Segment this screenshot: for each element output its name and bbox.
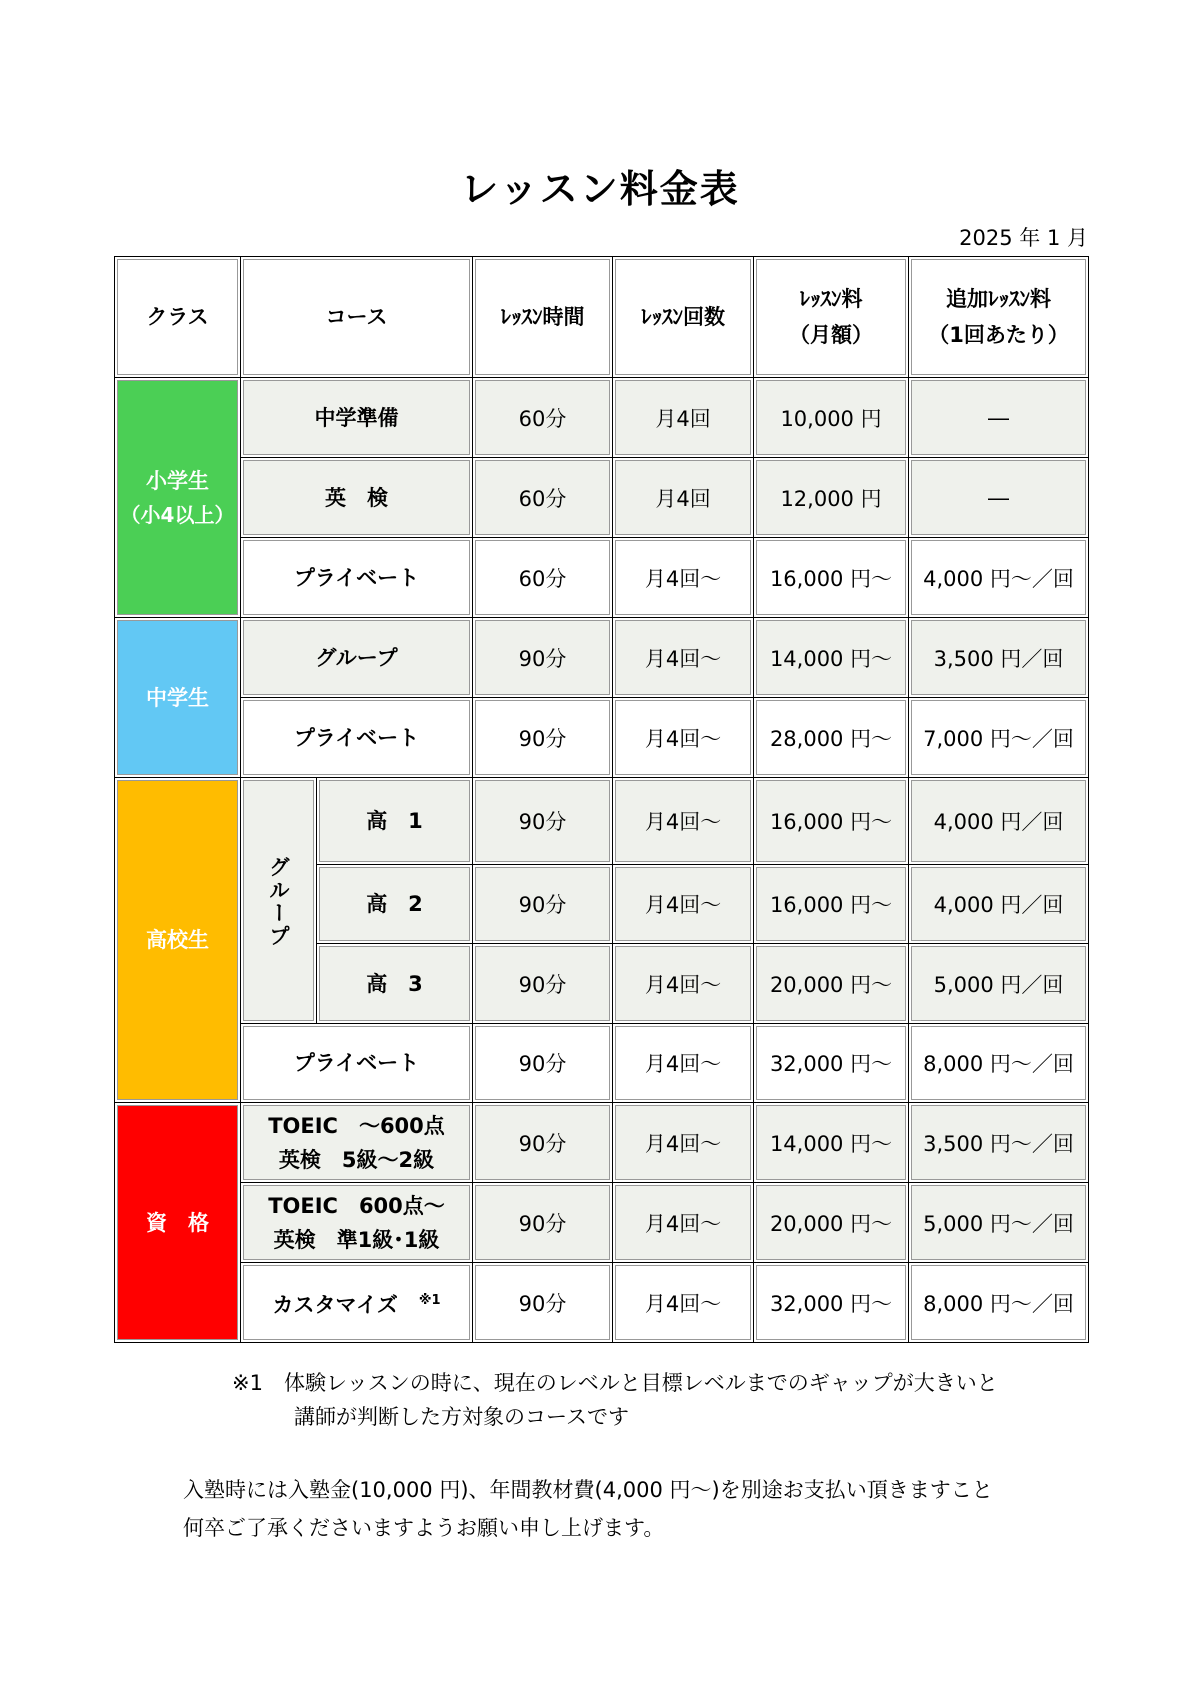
count-cell: 月4回～ — [613, 1103, 754, 1183]
extra-cell: 4,000 円～／回 — [909, 538, 1089, 618]
high-group-label: グループ — [241, 778, 317, 1024]
extra-cell: 3,500 円／回 — [909, 618, 1089, 698]
table-row — [115, 378, 1089, 458]
class-qualification: 資 格 — [115, 1103, 241, 1343]
count-cell: 月4回 — [613, 458, 754, 538]
course-cell: 中学準備 — [241, 378, 473, 458]
header-time: ﾚｯｽﾝ時間 — [473, 257, 613, 378]
table-row — [115, 1183, 1089, 1263]
course-cell: 英 検 — [241, 458, 473, 538]
time-cell: 60分 — [473, 378, 613, 458]
footnote: ※1 体験レッスンの時に、現在のレベルと目標レベルまでのギャップが大きいと 講師が判断した方対象のコースです — [232, 1371, 998, 1429]
course-cell: 高 2 — [317, 865, 473, 944]
fee-cell: 10,000 円 — [754, 378, 909, 458]
fee-cell: 16,000 円～ — [754, 538, 909, 618]
issue-date: 2025 年 1 月 — [959, 226, 1088, 250]
table-row — [115, 698, 1089, 778]
fee-cell: 32,000 円～ — [754, 1263, 909, 1343]
fee-cell: 14,000 円～ — [754, 1103, 909, 1183]
table-row — [115, 778, 1089, 865]
count-cell: 月4回 — [613, 378, 754, 458]
count-cell: 月4回～ — [613, 1024, 754, 1103]
count-cell: 月4回～ — [613, 538, 754, 618]
count-cell: 月4回～ — [613, 944, 754, 1024]
table-row — [115, 458, 1089, 538]
count-cell: 月4回～ — [613, 618, 754, 698]
closing-note: 入塾時には入塾金(10,000 円)、年間教材費(4,000 円～)を別途お支払い頂きますこと 何卒ご了承くださいますようお願い申し上げます。 — [183, 1478, 993, 1540]
table-row — [115, 1263, 1089, 1343]
extra-cell: ― — [909, 458, 1089, 538]
fee-cell: 20,000 円～ — [754, 944, 909, 1024]
time-cell: 90分 — [473, 865, 613, 944]
table-row — [115, 618, 1089, 698]
time-cell: 90分 — [473, 1024, 613, 1103]
time-cell: 90分 — [473, 778, 613, 865]
course-cell: グループ — [241, 618, 473, 698]
fee-cell: 12,000 円 — [754, 458, 909, 538]
time-cell: 90分 — [473, 1183, 613, 1263]
header-count: ﾚｯｽﾝ回数 — [613, 257, 754, 378]
header-course: コース — [241, 257, 473, 378]
course-cell: プライベート — [241, 538, 473, 618]
extra-cell: 5,000 円／回 — [909, 944, 1089, 1024]
course-cell: カスタマイズ $^{※1}$ — [241, 1263, 473, 1343]
extra-cell: 5,000 円～／回 — [909, 1183, 1089, 1263]
course-cell: 高 3 — [317, 944, 473, 1024]
time-cell: 60分 — [473, 538, 613, 618]
table-row — [115, 1024, 1089, 1103]
extra-cell: ― — [909, 378, 1089, 458]
page-title: レッスン料金表 — [460, 167, 740, 211]
time-cell: 90分 — [473, 698, 613, 778]
time-cell: 60分 — [473, 458, 613, 538]
fee-table — [114, 256, 1089, 1343]
extra-cell: 4,000 円／回 — [909, 865, 1089, 944]
header-row — [115, 257, 1089, 378]
count-cell: 月4回～ — [613, 1183, 754, 1263]
course-cell: プライベート — [241, 698, 473, 778]
fee-cell: 16,000 円～ — [754, 778, 909, 865]
time-cell: 90分 — [473, 1263, 613, 1343]
extra-cell: 7,000 円～／回 — [909, 698, 1089, 778]
extra-cell: 3,500 円～／回 — [909, 1103, 1089, 1183]
extra-cell: 4,000 円／回 — [909, 778, 1089, 865]
class-junior: 中学生 — [115, 618, 241, 778]
count-cell: 月4回～ — [613, 778, 754, 865]
count-cell: 月4回～ — [613, 1263, 754, 1343]
course-cell: TOEIC 600点～ 英検 準1級･1級 — [241, 1183, 473, 1263]
time-cell: 90分 — [473, 1103, 613, 1183]
time-cell: 90分 — [473, 944, 613, 1024]
class-elementary: 小学生 （小4以上） — [115, 378, 241, 618]
extra-cell: 8,000 円～／回 — [909, 1024, 1089, 1103]
table-row — [115, 538, 1089, 618]
fee-cell: 32,000 円～ — [754, 1024, 909, 1103]
footnote-mark: ※1 — [418, 1292, 441, 1308]
fee-cell: 20,000 円～ — [754, 1183, 909, 1263]
time-cell: 90分 — [473, 618, 613, 698]
count-cell: 月4回～ — [613, 698, 754, 778]
table-row — [115, 1103, 1089, 1183]
count-cell: 月4回～ — [613, 865, 754, 944]
fee-cell: 16,000 円～ — [754, 865, 909, 944]
course-cell: TOEIC ～600点 英検 5級～2級 — [241, 1103, 473, 1183]
course-cell: プライベート — [241, 1024, 473, 1103]
class-high: 高校生 — [115, 778, 241, 1103]
fee-cell: 14,000 円～ — [754, 618, 909, 698]
extra-cell: 8,000 円～／回 — [909, 1263, 1089, 1343]
course-cell: 高 1 — [317, 778, 473, 865]
header-fee: ﾚｯｽﾝ料 （月額） — [754, 257, 909, 378]
header-extra: 追加ﾚｯｽﾝ料 （1回あたり） — [909, 257, 1089, 378]
header-class: クラス — [115, 257, 241, 378]
fee-cell: 28,000 円～ — [754, 698, 909, 778]
